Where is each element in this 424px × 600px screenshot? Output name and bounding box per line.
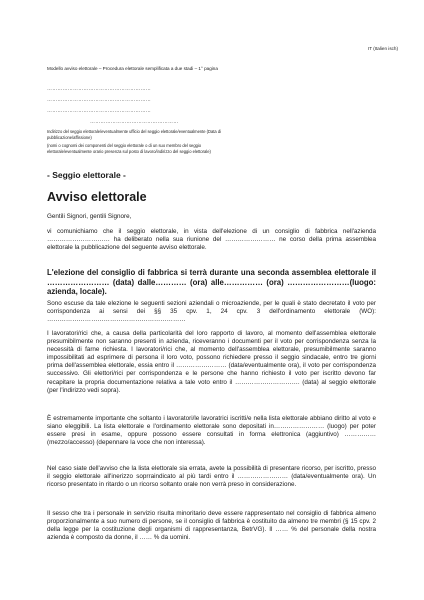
address-placeholder-line: ……………………………………………………	[47, 86, 151, 92]
paragraph-postal-vote: I lavoratori/rici che, a causa della particolarità del loro rapporto di lavoro, al momento dell'assemblea elettorale presumibilmente non saranno presenti in azienda, riceveranno i documenti per il voto per corrispondenza senza la necessità di farne richiesta. I lavoratori/rici che, al momento dell'assemblea elettorale, presumibilmente saranno impossibilitati ad esprimere di persona il loro voto, possono richiedere presso il seggio sindacale, entro tre giorni prima dell'assemblea elettorale, essia entro il …………………… (data/eventualmente ora), il voto per corrispondenza successivo. Gli elettori/rici per corrispondenza e le persone che hanno richiesto il voto per iscritto devono far recapitare la propria documentazione relativa a tale voto entro il …………………………. (data) al seggio elettorale (per l'indirizzo vedi sopra).	[47, 330, 376, 394]
page-title: Avviso elettorale	[47, 190, 147, 204]
address-note: elettorale/eventualmente orario presenza sul posto di lavoro/indirizzo del seggio elettorale)	[47, 149, 211, 154]
address-placeholder-line: ……………………………………………………	[47, 97, 151, 103]
paragraph-intro: vi comunichiamo che il seggio elettorale, in vista dell'elezione di un consiglio di fabbrica nell'azienda ………………………… ha deliberato nella sua riunione del …………………… ne corso della prima assemblea elettorale la pubblicazione del seguente avviso elettorale.	[47, 228, 376, 252]
paragraph-gender-quota: Il sesso che tra i personale in servizio risulta minoritario deve essere rappresentato nel consiglio di fabbrica almeno proporzionalmente a suo numero di persone, se il consiglio di fabbrica è costituito da almeno tre membri (§ 15 cpv. 2 della legge per la costituzione degli organismi di rappresentanza, BetrVG). Il …… % del personale della nostra azienda è composto da donne, il …… % da uomini.	[47, 510, 376, 542]
salutation: Gentili Signori, gentili Signore,	[47, 213, 132, 220]
paragraph-election-date: L'elezione del consiglio di fabbrica si terrà durante una seconda assemblea elettorale il …………………… (data) dalle………… (ora) alle…………… (ora) ……………………(luogo: azienda, locale).	[47, 268, 376, 296]
paragraph-appeal: Nel caso siate dell'avviso che la lista elettorale sia errata, avete la possibilità di presentare ricorso, per iscritto, presso il seggio elettorale all'inerizzo soprraindicato al più tardi entro il …………………… (data/eventualmente ora). Un ricorso presentato in ritardo o un ricorso soltanto orale non verrà preso in considerazione.	[47, 465, 376, 489]
address-placeholder-line: ……………………………………………	[90, 119, 179, 125]
address-note: pubblicazione/affissione)	[47, 135, 92, 140]
model-label: Modello avviso elettorale – Procedura elettorale semplificata a due stadi – 1° pagina	[47, 66, 218, 71]
paragraph-voter-list: È estremamente importante che soltanto i lavoratori/le lavoratrici iscritti/e nella lista elettorale abbiano diritto al voto e siano eleggibili. La lista elettorale e l'ordinamento elettorale sono depositati in…………………… (luogo) per poter essere presi in esame, oppure possono essere consultati in forma elettronica (aggiuntivo) …………… (mezzo/accesso) (depennare la voce che non interessa).	[47, 415, 376, 447]
paragraph-excluded-sections: Sono escuse da tale elezione le seguenti sezioni aziendali o microaziende, per le quali è stato decretato il voto per corrispondenza ai sensi dei §§ 35 cpv. 1, 24 cpv. 3 dell'ordinamento elettorale (WO): …………………………………………………………	[47, 300, 376, 324]
address-note: (nomi o cognomi dei componenti del seggio elettorale o di un suo membro del seggio	[47, 143, 202, 148]
address-note: Indirizzo del seggio elettorale/eventualmente ufficio del seggio elettorale/eventualmente (Data di	[47, 129, 222, 134]
address-placeholder-line: ……………………………………………………	[47, 108, 151, 114]
language-note: IT (Italien isch)	[367, 46, 398, 51]
subheading: - Seggio elettorale -	[47, 170, 126, 180]
